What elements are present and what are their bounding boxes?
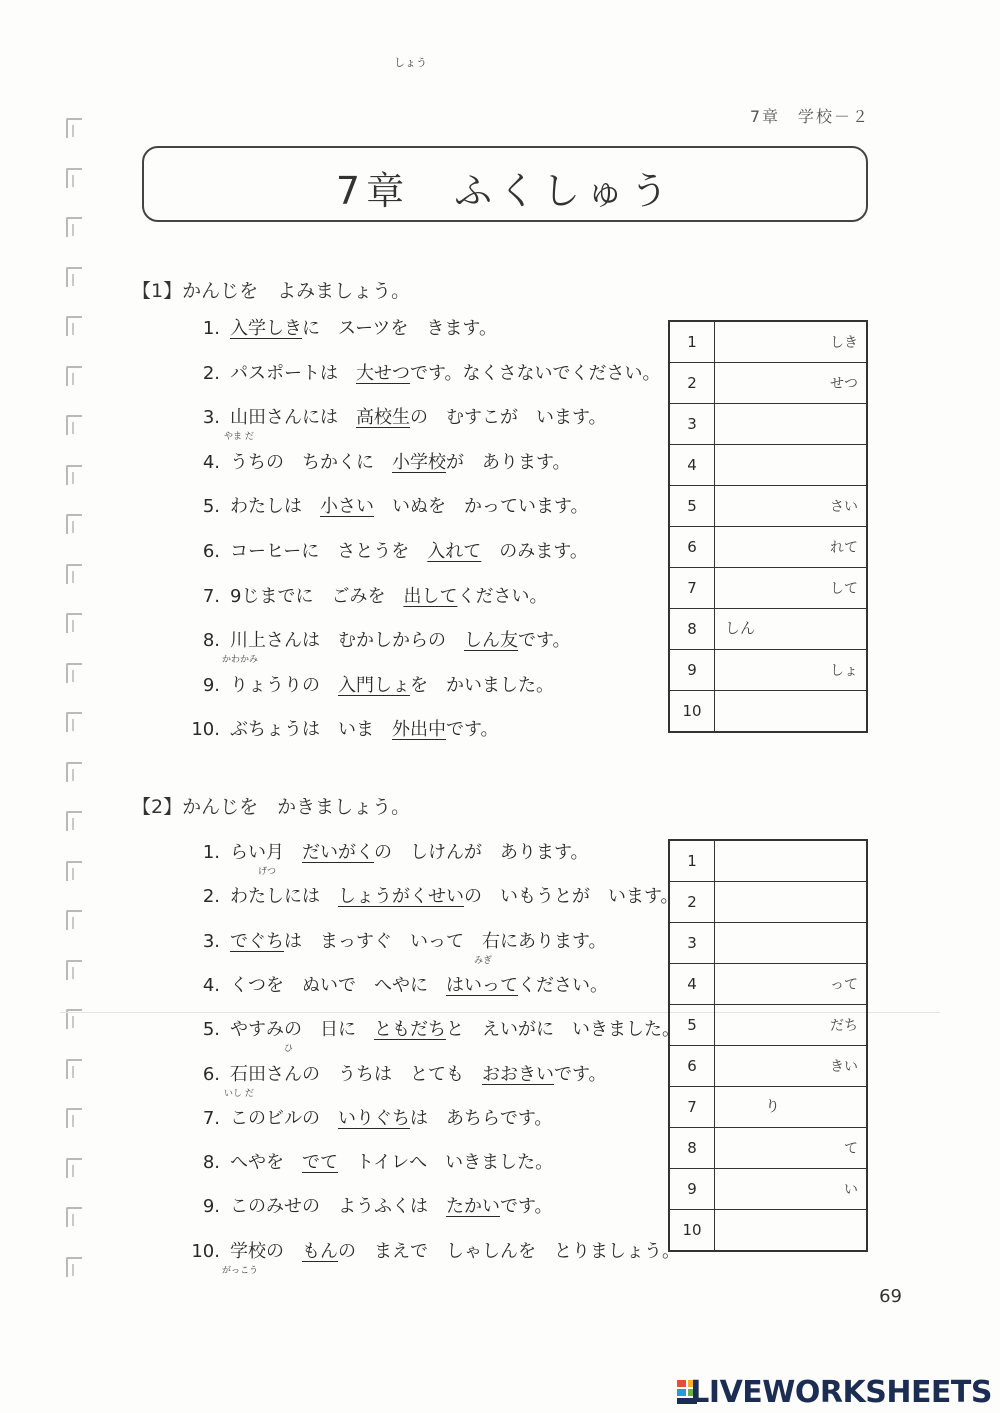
furigana: がっこう bbox=[222, 1265, 259, 1276]
question-row bbox=[180, 1148, 553, 1174]
target-word: だいがく bbox=[302, 842, 374, 863]
sentence-text: ください。 bbox=[518, 974, 608, 996]
question-row bbox=[180, 1237, 680, 1263]
answer-row bbox=[670, 1169, 866, 1210]
binder-hole bbox=[66, 217, 82, 237]
answer-input-cell[interactable] bbox=[715, 404, 866, 444]
answer-okurigana: さい bbox=[830, 499, 858, 515]
binder-hole bbox=[66, 1257, 82, 1277]
binder-hole bbox=[66, 564, 82, 584]
answer-input-cell[interactable] bbox=[715, 923, 866, 963]
answer-row bbox=[670, 964, 866, 1005]
answer-input-cell[interactable] bbox=[715, 1169, 866, 1209]
sentence-text: やすみの 日に bbox=[230, 1019, 374, 1041]
binder-hole bbox=[66, 613, 82, 633]
question-row bbox=[180, 715, 499, 741]
question-number: 2. bbox=[202, 886, 220, 908]
question-number: 10. bbox=[191, 1240, 220, 1262]
section2-answer-table bbox=[668, 839, 868, 1252]
target-word: ともだち bbox=[374, 1019, 446, 1041]
answer-row bbox=[670, 882, 866, 923]
furigana: かわかみ bbox=[222, 655, 259, 666]
answer-row bbox=[670, 691, 866, 731]
answer-row bbox=[670, 841, 866, 882]
question-row bbox=[180, 927, 607, 953]
answer-row bbox=[670, 609, 866, 650]
target-word: 高校生 bbox=[356, 407, 410, 429]
question-number: 2. bbox=[202, 362, 220, 384]
answer-row bbox=[670, 527, 866, 568]
sentence-text: の いもうとが います。 bbox=[464, 886, 679, 908]
sentence-text: の まえで しゃしんを とりましょう。 bbox=[338, 1240, 680, 1262]
answer-okurigana: しき bbox=[830, 335, 858, 351]
answer-input-cell[interactable] bbox=[715, 527, 866, 567]
target-word: しょうがくせい bbox=[338, 886, 464, 908]
answer-row bbox=[670, 1210, 866, 1250]
answer-okurigana: って bbox=[830, 977, 858, 993]
chapter-reference: 7章 学校－２ bbox=[749, 107, 870, 126]
question-number: 9. bbox=[202, 674, 220, 696]
sentence-text: ください。 bbox=[457, 585, 548, 607]
answer-okurigana: きい bbox=[830, 1059, 858, 1075]
question-row bbox=[180, 671, 554, 697]
sentence-text: です。 bbox=[500, 1196, 553, 1218]
section2-heading: 【2】かんじを かきましょう。 bbox=[132, 796, 411, 818]
binder-hole bbox=[66, 762, 82, 782]
target-word: 入れて bbox=[427, 541, 482, 562]
answer-input-cell[interactable] bbox=[715, 486, 866, 526]
question-number: 7. bbox=[202, 1107, 220, 1129]
question-row bbox=[180, 448, 571, 474]
binder-hole bbox=[66, 1108, 82, 1128]
page-title: 7章 ふくしゅう bbox=[335, 169, 675, 213]
question-number: 4. bbox=[202, 974, 220, 996]
answer-input-cell[interactable] bbox=[715, 322, 866, 362]
answer-okurigana: て bbox=[844, 1141, 858, 1157]
binder-hole bbox=[66, 366, 82, 386]
sentence-text: このビルの bbox=[230, 1107, 338, 1129]
sentence-text: 学校の bbox=[230, 1240, 302, 1262]
binder-hole bbox=[66, 910, 82, 930]
sentence-text: へやを bbox=[230, 1152, 302, 1174]
target-word: でて bbox=[302, 1152, 338, 1174]
question-row bbox=[180, 838, 589, 864]
furigana: みぎ bbox=[474, 955, 493, 966]
target-word: もん bbox=[302, 1240, 338, 1262]
answer-input-cell[interactable] bbox=[715, 882, 866, 922]
answer-row bbox=[670, 568, 866, 609]
sentence-text: です。 bbox=[554, 1063, 607, 1085]
answer-row bbox=[670, 1046, 866, 1087]
question-row bbox=[180, 1015, 680, 1041]
question-number: 3. bbox=[202, 407, 220, 429]
sentence-text: の むすこが います。 bbox=[410, 407, 607, 429]
sentence-text: に スーツを きます。 bbox=[302, 318, 497, 339]
answer-number: 4 bbox=[670, 445, 715, 485]
target-word: 入学しき bbox=[230, 318, 302, 339]
answer-number: 3 bbox=[670, 923, 715, 963]
answer-number: 6 bbox=[670, 1046, 715, 1086]
sentence-text: を かいました。 bbox=[410, 674, 554, 696]
binder-hole bbox=[66, 1207, 82, 1227]
binder-hole bbox=[66, 168, 82, 188]
answer-row bbox=[670, 923, 866, 964]
sentence-text: の しけんが あります。 bbox=[374, 842, 589, 863]
binder-hole bbox=[66, 514, 82, 534]
answer-okurigana: れて bbox=[830, 540, 858, 556]
answer-row bbox=[670, 650, 866, 691]
question-number: 9. bbox=[202, 1196, 220, 1218]
question-row bbox=[180, 1104, 552, 1130]
answer-input-cell[interactable] bbox=[715, 964, 866, 1004]
binder-hole bbox=[66, 118, 82, 138]
question-number: 6. bbox=[202, 541, 220, 562]
target-word: たかい bbox=[446, 1196, 500, 1218]
sentence-text: コーヒーに さとうを bbox=[230, 541, 428, 562]
sentence-text: このみせの ようふくは bbox=[230, 1196, 446, 1218]
sentence-text: わたしには bbox=[230, 886, 338, 908]
question-number: 4. bbox=[202, 451, 220, 473]
question-row bbox=[180, 359, 661, 385]
binder-hole bbox=[66, 1158, 82, 1178]
question-number: 6. bbox=[202, 1063, 220, 1085]
answer-number: 1 bbox=[670, 841, 715, 881]
question-row bbox=[180, 626, 571, 652]
answer-number: 7 bbox=[670, 1087, 715, 1127]
sentence-text: ぶちょうは いま bbox=[230, 719, 392, 741]
title-box bbox=[142, 146, 868, 222]
answer-number: 2 bbox=[670, 882, 715, 922]
answer-input-cell[interactable] bbox=[715, 841, 866, 881]
target-word: 小学校 bbox=[392, 451, 446, 473]
answer-number: 5 bbox=[670, 1005, 715, 1045]
answer-number: 6 bbox=[670, 527, 715, 567]
question-row bbox=[180, 314, 497, 340]
answer-okurigana: しょ bbox=[830, 663, 858, 679]
binder-hole bbox=[66, 861, 82, 881]
page-number: 69 bbox=[879, 1286, 902, 1307]
answer-number: 10 bbox=[670, 1210, 715, 1250]
liveworksheets-brand: LIVEWORKSHEETS bbox=[690, 1375, 992, 1410]
answer-number: 1 bbox=[670, 322, 715, 362]
answer-input-cell[interactable] bbox=[715, 1005, 866, 1045]
answer-number: 9 bbox=[670, 1169, 715, 1209]
answer-input-cell[interactable] bbox=[715, 691, 866, 731]
binder-hole bbox=[66, 960, 82, 980]
sentence-text: いぬを かっています。 bbox=[374, 496, 589, 518]
sentence-text: 9じまでに ごみを bbox=[230, 585, 404, 607]
sentence-text: 山田さんには bbox=[230, 407, 356, 429]
binder-hole bbox=[66, 415, 82, 435]
furigana: やま だ bbox=[224, 432, 254, 443]
answer-input-cell[interactable] bbox=[715, 650, 866, 690]
answer-row bbox=[670, 1005, 866, 1046]
answer-input-cell[interactable] bbox=[715, 568, 866, 608]
question-row bbox=[180, 492, 589, 518]
target-word: はいって bbox=[446, 974, 518, 996]
binder-hole bbox=[66, 811, 82, 831]
sentence-text: 石田さんの うちは とても bbox=[230, 1063, 482, 1085]
target-word: 入門しょ bbox=[338, 674, 410, 696]
question-row bbox=[180, 403, 607, 429]
target-word: 大せつ bbox=[356, 362, 410, 384]
target-word: 外出中 bbox=[392, 719, 446, 741]
answer-hint: り bbox=[765, 1097, 781, 1115]
question-row bbox=[180, 582, 547, 608]
answer-row bbox=[670, 1087, 866, 1128]
answer-number: 3 bbox=[670, 404, 715, 444]
answer-row bbox=[670, 445, 866, 486]
answer-number: 10 bbox=[670, 691, 715, 731]
binder-hole bbox=[66, 267, 82, 287]
answer-row bbox=[670, 404, 866, 445]
furigana: いし だ bbox=[224, 1088, 254, 1099]
target-word: でぐち bbox=[230, 930, 284, 952]
answer-input-cell[interactable] bbox=[715, 1046, 866, 1086]
sentence-text: わたしは bbox=[230, 496, 320, 518]
answer-row bbox=[670, 322, 866, 363]
question-number: 3. bbox=[202, 930, 220, 952]
question-number: 1. bbox=[202, 842, 220, 863]
sentence-text: が あります。 bbox=[446, 451, 571, 473]
binder-hole bbox=[66, 712, 82, 732]
question-row bbox=[180, 1192, 553, 1218]
sentence-text: と えいがに いきました。 bbox=[446, 1019, 680, 1041]
question-row bbox=[180, 1060, 607, 1086]
question-row bbox=[180, 971, 608, 997]
question-number: 10. bbox=[191, 719, 220, 741]
answer-number: 8 bbox=[670, 609, 715, 649]
answer-okurigana: して bbox=[830, 581, 858, 597]
sentence-text: トイレへ いきました。 bbox=[338, 1152, 554, 1174]
sentence-text: りょうりの bbox=[230, 674, 338, 696]
answer-input-cell[interactable] bbox=[715, 363, 866, 403]
binder-hole bbox=[66, 1059, 82, 1079]
sentence-text: くつを ぬいで へやに bbox=[230, 974, 446, 996]
target-word: いりぐち bbox=[338, 1107, 410, 1129]
sentence-text: 川上さんは むかしからの bbox=[230, 630, 464, 652]
question-number: 8. bbox=[202, 630, 220, 652]
sentence-text: です。 bbox=[446, 719, 499, 741]
question-number: 7. bbox=[202, 585, 220, 607]
answer-prefix: しん bbox=[725, 619, 756, 637]
question-number: 5. bbox=[202, 1019, 220, 1041]
answer-input-cell[interactable] bbox=[715, 1210, 866, 1250]
answer-okurigana: せつ bbox=[830, 376, 858, 392]
answer-input-cell[interactable] bbox=[715, 609, 866, 649]
sentence-text: は まっすぐ いって 右にあります。 bbox=[284, 930, 607, 952]
question-number: 5. bbox=[202, 496, 220, 518]
sentence-text: です。なくさないでください。 bbox=[410, 362, 661, 384]
question-number: 1. bbox=[202, 318, 220, 339]
sentence-text: うちの ちかくに bbox=[230, 451, 392, 473]
answer-number: 4 bbox=[670, 964, 715, 1004]
furigana: ひ bbox=[284, 1044, 294, 1055]
furigana: げつ bbox=[258, 867, 277, 877]
answer-okurigana: だち bbox=[830, 1018, 858, 1034]
answer-number: 5 bbox=[670, 486, 715, 526]
binder-hole bbox=[66, 465, 82, 485]
sentence-text: らい月 bbox=[230, 842, 302, 863]
answer-row bbox=[670, 486, 866, 527]
sentence-text: は あちらです。 bbox=[410, 1107, 553, 1129]
target-word: おおきい bbox=[482, 1063, 554, 1085]
question-row bbox=[180, 882, 679, 908]
binder-hole bbox=[66, 663, 82, 683]
answer-number: 8 bbox=[670, 1128, 715, 1168]
sentence-text: です。 bbox=[518, 630, 571, 652]
section1-answer-table bbox=[668, 320, 868, 733]
target-word: 小さい bbox=[320, 496, 374, 518]
answer-input-cell[interactable] bbox=[715, 1128, 866, 1168]
answer-row bbox=[670, 363, 866, 404]
target-word: しん友 bbox=[464, 630, 518, 652]
section1-heading: 【1】かんじを よみましょう。 bbox=[132, 280, 411, 302]
title-ruby: しょう bbox=[394, 56, 427, 69]
answer-input-cell[interactable] bbox=[715, 445, 866, 485]
answer-row bbox=[670, 1128, 866, 1169]
question-row bbox=[180, 537, 588, 563]
answer-okurigana: い bbox=[844, 1182, 858, 1198]
sentence-text: パスポートは bbox=[230, 362, 356, 384]
question-number: 8. bbox=[202, 1152, 220, 1174]
sentence-text: のみます。 bbox=[481, 541, 588, 562]
binder-hole bbox=[66, 316, 82, 336]
target-word: 出して bbox=[403, 585, 458, 607]
answer-number: 9 bbox=[670, 650, 715, 690]
answer-number: 2 bbox=[670, 363, 715, 403]
answer-number: 7 bbox=[670, 568, 715, 608]
answer-input-cell[interactable] bbox=[715, 1087, 866, 1127]
